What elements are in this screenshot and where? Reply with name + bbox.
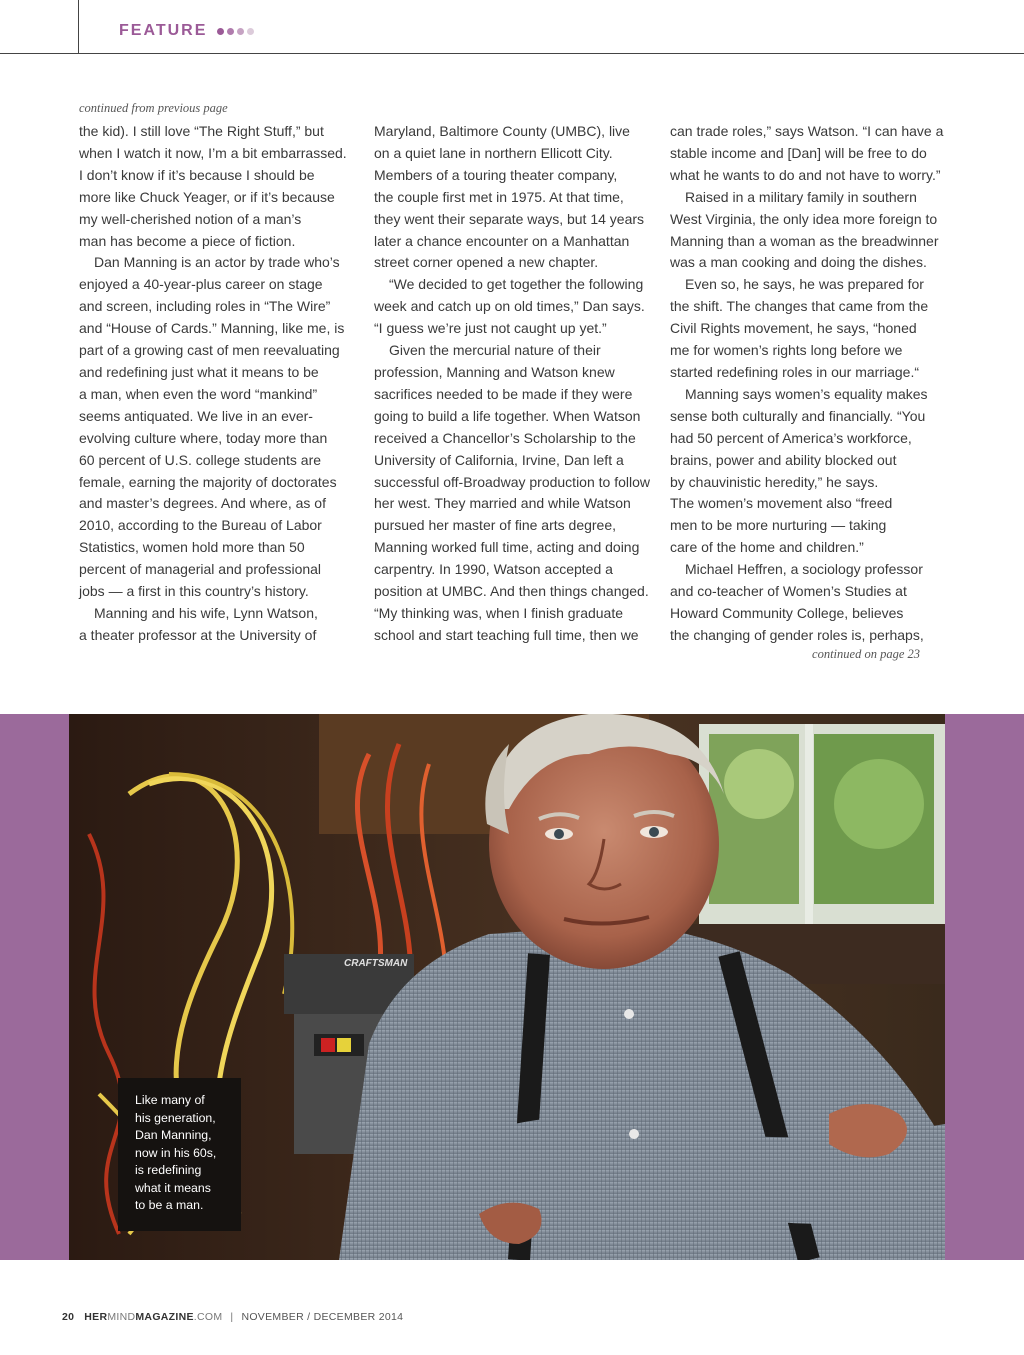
footer-separator: |	[230, 1311, 234, 1323]
article-line: pursued her master of fine arts degree,	[374, 517, 617, 534]
article-line: going to build a life together. When Watson	[374, 407, 641, 424]
section-dot-2	[227, 28, 234, 35]
article-line: care of the home and children.”	[670, 539, 864, 556]
footer-site-mind: MIND	[107, 1311, 136, 1323]
article-line: successful off-Broadway production to follow	[374, 473, 650, 490]
article-line: The women’s movement also “freed	[670, 495, 893, 512]
article-line: carpentry. In 1990, Watson accepted a	[374, 561, 613, 578]
article-line: a man, when even the word “mankind”	[79, 385, 318, 402]
article-line: the kid). I still love “The Right Stuff,” but	[79, 123, 324, 139]
issue-date: NOVEMBER / DECEMBER 2014	[241, 1311, 404, 1323]
article-line: Manning worked full time, acting and doing	[374, 539, 640, 556]
article-line: profession, Manning and Watson knew	[374, 363, 615, 380]
section-label-text: FEATURE	[119, 22, 208, 39]
article-line: jobs — a first in this country’s history.	[79, 583, 309, 600]
article-line: Maryland, Baltimore County (UMBC), live	[374, 123, 630, 139]
caption-line: his generation,	[135, 1110, 216, 1125]
article-line: started redefining roles in our marriage.“	[670, 363, 920, 380]
article-line: Howard Community College, believes	[670, 604, 904, 621]
article-line: man has become a piece of fiction.	[79, 232, 296, 249]
article-line: the couple first met in 1975. At that time,	[374, 188, 624, 205]
article-line: the changing of gender roles is, perhaps,	[670, 626, 924, 643]
article-line: school and start teaching full time, then we	[374, 626, 639, 643]
article-line: they went their separate ways, but 14 years	[374, 210, 645, 227]
continued-on-note: continued on page 23	[812, 647, 920, 661]
footer-site-domain: .COM	[193, 1311, 223, 1323]
article-line: had 50 percent of America’s workforce,	[670, 429, 912, 446]
article-line: I don’t know if it’s because I should be	[79, 166, 315, 183]
article-line: seems antiquated. We live in an ever-	[79, 407, 313, 424]
section-dot-3	[237, 28, 244, 35]
article-column-2	[374, 121, 656, 647]
caption-line: Like many of	[135, 1093, 205, 1107]
caption-line: what it means	[135, 1180, 211, 1195]
article-line: Dan Manning is an actor by trade who’s	[94, 254, 340, 271]
page-footer	[62, 1311, 403, 1323]
article-line: “I guess we’re just not caught up yet.”	[374, 320, 607, 337]
article-line: stable income and [Dan] will be free to do	[670, 144, 927, 161]
header-divider-vertical	[78, 0, 79, 54]
tool-brand-label: CRAFTSMAN	[344, 958, 408, 969]
header-divider	[0, 53, 1024, 54]
article-line: my well-cherished notion of a man’s	[79, 210, 302, 227]
article-line: Manning than a woman as the breadwinner	[670, 232, 939, 249]
article-line: brains, power and ability blocked out	[670, 451, 897, 468]
article-line: Michael Heffren, a sociology professor	[685, 561, 923, 578]
article-line: sacrifices needed to be made if they were	[374, 385, 633, 402]
article-line: her west. They married and while Watson	[374, 495, 631, 512]
article-line: Given the mercurial nature of their	[389, 342, 601, 359]
article-line: can trade roles,” says Watson. “I can have a	[670, 123, 944, 139]
section-dot-4	[247, 28, 254, 35]
article-line: and “House of Cards.” Manning, like me, is	[79, 320, 345, 337]
article-line: and screen, including roles in “The Wire”	[79, 298, 331, 315]
article-line: Statistics, women hold more than 50	[79, 539, 305, 556]
caption-line: Dan Manning,	[135, 1128, 212, 1142]
article-line: received a Chancellor’s Scholarship to the	[374, 429, 636, 446]
article-line: Members of a touring theater company,	[374, 166, 618, 183]
continued-from-note: continued from previous page	[79, 101, 228, 115]
article-line: percent of managerial and professional	[79, 561, 322, 578]
section-label	[119, 20, 254, 42]
article-line: West Virginia, the only idea more foreign to	[670, 210, 938, 227]
article-line: female, earning the majority of doctorates	[79, 473, 337, 490]
footer-site-her: HER	[84, 1311, 108, 1323]
article-line: and co-teacher of Women’s Studies at	[670, 583, 907, 600]
caption-line: is redefining	[135, 1163, 202, 1177]
article-line: Raised in a military family in southern	[685, 188, 917, 205]
article-line: 2010, according to the Bureau of Labor	[79, 517, 322, 534]
article-line: “My thinking was, when I finish graduate	[374, 604, 624, 621]
article-line: evolving culture where, today more than	[79, 429, 328, 446]
article-line: and redefining just what it means to be	[79, 363, 319, 380]
article-line: street corner opened a new chapter.	[374, 254, 599, 271]
article-line: Civil Rights movement, he says, “honed	[670, 320, 917, 337]
article-line: Even so, he says, he was prepared for	[685, 276, 924, 293]
article-line: week and catch up on old times,” Dan says.	[374, 298, 645, 315]
article-line: a theater professor at the University of	[79, 626, 317, 643]
article-line: enjoyed a 40-year-plus career on stage	[79, 276, 323, 293]
article-line: Manning says women’s equality makes	[685, 385, 928, 402]
article-line: 60 percent of U.S. college students are	[79, 451, 322, 468]
article-line: me for women’s rights long before we	[670, 342, 903, 359]
article-line: later a chance encounter on a Manhattan	[374, 232, 630, 249]
section-dot-1	[217, 28, 224, 35]
article-line: University of California, Irvine, Dan left a	[374, 451, 624, 468]
article-line: position at UMBC. And then things changed.	[374, 583, 649, 600]
article-line: by chauvinistic heredity,” he says.	[670, 473, 879, 490]
article-line: sense both culturally and financially. “You	[670, 407, 926, 424]
caption-line: to be a man.	[135, 1198, 204, 1212]
article-line: what he wants to do and not have to worry.”	[670, 166, 941, 183]
article-line: men to be more nurturing — taking	[670, 517, 887, 534]
article-line: was a man cooking and doing the dishes.	[670, 254, 927, 271]
article-line: “We decided to get together the following	[389, 276, 644, 293]
footer-site-magazine: MAGAZINE	[135, 1311, 194, 1323]
article-line: and master’s degrees. And where, as of	[79, 495, 326, 512]
article-column-3	[670, 121, 952, 647]
article-line: on a quiet lane in northern Ellicott City.	[374, 144, 613, 161]
article-column-1	[79, 121, 361, 647]
article-line: Manning and his wife, Lynn Watson,	[94, 604, 318, 621]
caption-line: now in his 60s,	[135, 1145, 217, 1160]
article-line: more like Chuck Yeager, or if it’s because	[79, 188, 335, 205]
article-line: part of a growing cast of men reevaluating	[79, 342, 340, 359]
article-line: when I watch it now, I’m a bit embarrassed.	[79, 144, 347, 161]
article-line: the shift. The changes that came from the	[670, 298, 929, 315]
section-dots	[217, 28, 254, 35]
page-number: 20	[62, 1311, 75, 1323]
photo-caption	[118, 1078, 241, 1231]
